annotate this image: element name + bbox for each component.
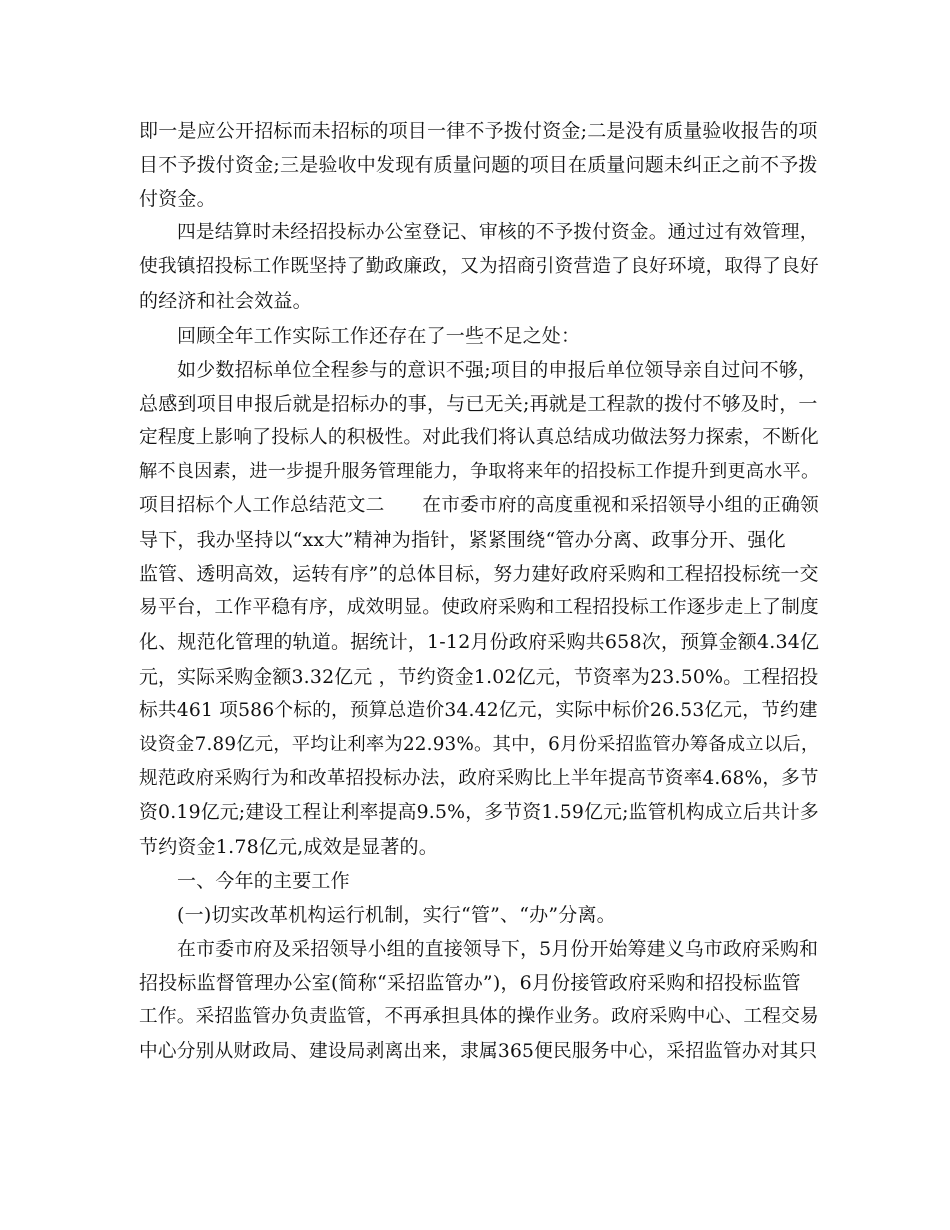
text-line: 节约资金1.78亿元,成效是显著的。 bbox=[139, 835, 438, 858]
text-line: 解不良因素，进一步提升服务管理能力，争取将来年的招投标工作提升到更高水平。 bbox=[139, 460, 820, 482]
text-line: 项目招标个人工作总结范文二 在市委市府的高度重视和采招领导小组的正确领 bbox=[139, 495, 819, 517]
text-line: 元，实际采购金额3.32亿元 ，节约资金1.02亿元，节资率为23.50%。工程招投 bbox=[139, 665, 819, 688]
text-line: 易平台，工作平稳有序，成效明显。使政府采购和工程招投标工作逐步走上了制度 bbox=[139, 597, 819, 619]
text-line: 总感到项目申报后就是招标办的事，与已无关;再就是工程款的拨付不够及时，一 bbox=[139, 392, 818, 415]
text-line: 的经济和社会效益。 bbox=[139, 290, 312, 313]
text-line: (一)切实改革机构运行机制，实行“管”、“办”分离。 bbox=[177, 904, 616, 927]
text-line: 使我镇招投标工作既坚持了勤政廉政，又为招商引资营造了良好环境，取得了良好 bbox=[139, 256, 819, 278]
text-line: 回顾全年工作实际工作还存在了一些不足之处： bbox=[177, 324, 581, 347]
text-line: 定程度上影响了投标人的积极性。对此我们将认真总结成功做法努力探索，不断化 bbox=[139, 426, 819, 448]
document-page bbox=[139, 114, 819, 1069]
text-line: 标共461 项586个标的，预算总造价34.42亿元，实际中标价26.53亿元，节约建 bbox=[139, 699, 818, 721]
text-line: 目不予拨付资金;三是验收中发现有质量问题的项目在质量问题未纠正之前不予拨 bbox=[139, 154, 818, 177]
text-line: 即一是应公开招标而未招标的项目一律不予拨付资金;二是没有质量验收报告的项 bbox=[139, 120, 818, 142]
text-line: 工作。采招监管办负责监管，不再承担具体的操作业务。政府采购中心、工程交易 bbox=[139, 1006, 819, 1028]
text-line: 四是结算时未经招投标办公室登记、审核的不予拨付资金。通过过有效管理， bbox=[177, 222, 819, 244]
text-line: 设资金7.89亿元，平均让利率为22.93%。其中，6月份采招监管办筹备成立以后， bbox=[139, 733, 820, 755]
text-line: 中心分别从财政局、建设局剥离出来，隶属365便民服务中心，采招监管办对其只 bbox=[139, 1040, 818, 1062]
text-line: 在市委市府及采招领导小组的直接领导下，5月份开始筹建义乌市政府采购和 bbox=[177, 938, 819, 961]
text-line: 规范政府采购行为和改革招投标办法，政府采购比上半年提高节资率4.68%，多节 bbox=[139, 767, 819, 789]
text-line: 化、规范化管理的轨道。据统计，1-12月份政府采购共658次，预算金额4.34亿 bbox=[139, 631, 820, 654]
text-line: 资0.19亿元;建设工程让利率提高9.5%，多节资1.59亿元;监管机构成立后共计多 bbox=[139, 801, 819, 823]
text-line: 招投标监督管理办公室(简称“采招监管办”)，6月份接管政府采购和招投标监管 bbox=[139, 972, 801, 995]
text-line: 监管、透明高效，运转有序”的总体目标，努力建好政府采购和工程招投标统一交 bbox=[139, 563, 819, 586]
text-line: 一、今年的主要工作 bbox=[177, 870, 350, 893]
text-line: 如少数招标单位全程参与的意识不强;项目的申报后单位领导亲自过问不够， bbox=[177, 358, 818, 381]
text-line: 导下，我办坚持以“xx大”精神为指针，紧紧围绕“管办分离、政事分开、强化 bbox=[139, 529, 786, 552]
text-line: 付资金。 bbox=[139, 188, 216, 211]
